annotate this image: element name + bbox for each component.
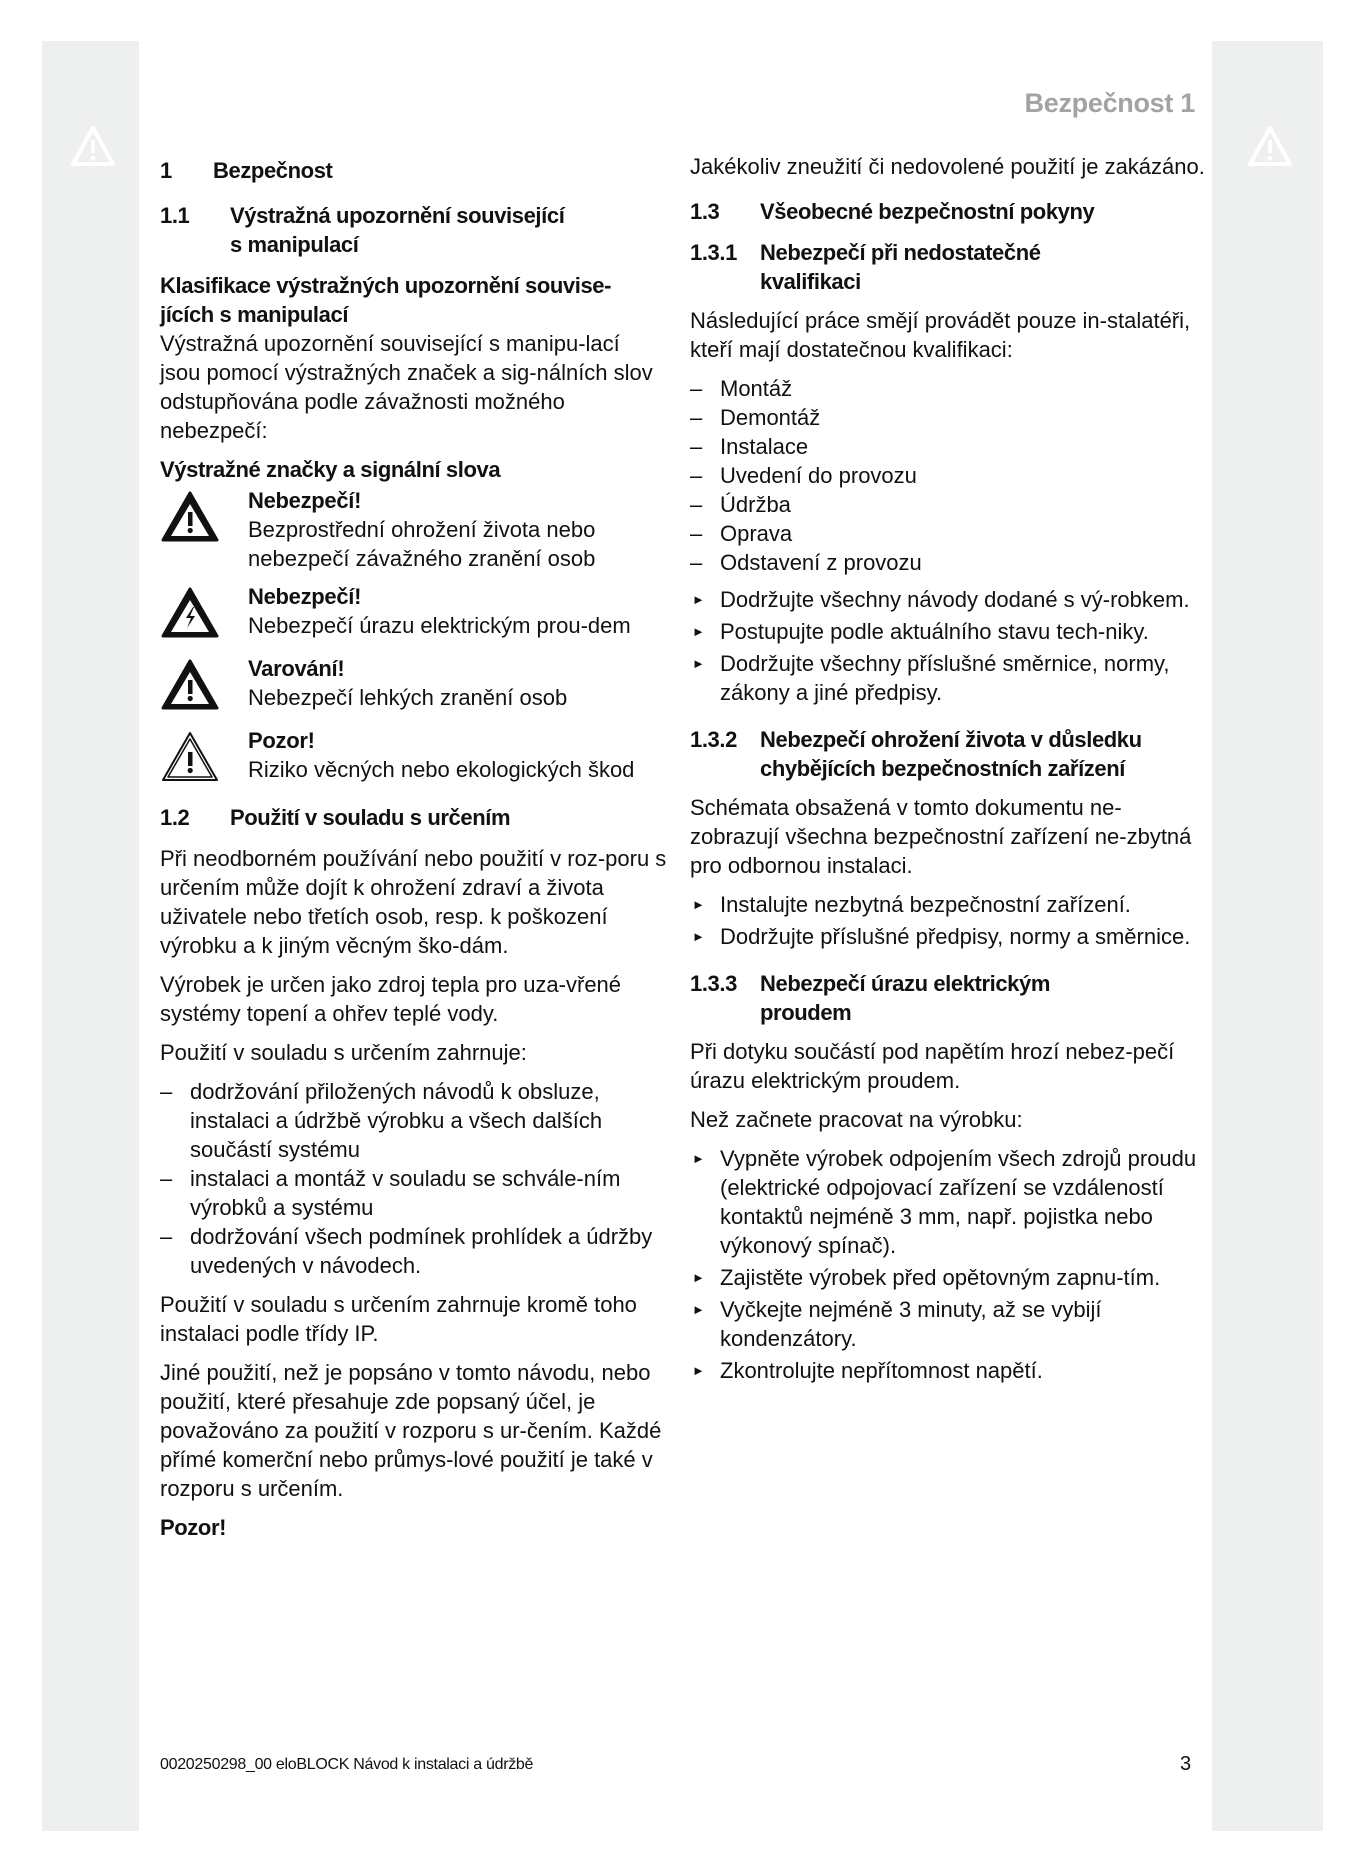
paragraph: Jiné použití, než je popsáno v tomto návodu, nebo použití, které přesahuje zde popsaný účel, je považováno za použití v rozporu s ur-čením. Každé přímé komerční nebo průmys-lové použití je také v rozporu s určením.	[160, 1360, 662, 1501]
classification-heading: Klasifikace výstražných upozornění souvise-jících s manipulací	[160, 273, 612, 327]
list-item-text: dodržování všech podmínek prohlídek a údržby uvedených v návodech.	[190, 1224, 653, 1278]
section-1-3-1-heading	[690, 238, 1205, 296]
list-item-text: Odstavení z provozu	[720, 550, 922, 575]
dash-bullet: –	[160, 1166, 173, 1191]
paragraph: Použití v souladu s určením zahrnuje:	[160, 1040, 527, 1065]
action-text: Dodržujte všechny návody dodané s vý-robkem.	[720, 587, 1190, 612]
warning-triangle-icon	[1247, 125, 1293, 167]
paragraph: Použití v souladu s určením zahrnuje kromě toho instalaci podle třídy IP.	[160, 1292, 637, 1346]
section-1-3-2-heading	[690, 725, 1205, 783]
list-item-text: Instalace	[720, 434, 809, 459]
title-line: Nebezpečí úrazu elektrickým	[760, 971, 1051, 996]
section-title: Použití v souladu s určením	[230, 805, 511, 830]
paragraph: Jakékoliv zneužití či nedovolené použití je zakázáno.	[690, 154, 1205, 179]
section-number: 1.2	[160, 805, 190, 830]
dash-bullet: –	[690, 405, 703, 430]
section-title	[760, 238, 1041, 296]
right-margin-strip	[1212, 41, 1323, 1831]
paragraph: Při dotyku součástí pod napětím hrozí nebez-pečí úrazu elektrickým proudem.	[690, 1039, 1175, 1093]
right-column	[690, 152, 1205, 1395]
list-item-text: dodržování přiložených návodů k obsluze, instalaci a údržbě výrobku a všech dalších součástí systému	[190, 1079, 603, 1162]
left-margin-strip	[42, 41, 139, 1831]
section-number: 1.1	[160, 203, 190, 228]
action-item	[690, 1295, 1205, 1353]
signal-word: Nebezpečí!	[248, 584, 362, 609]
usage-list	[160, 1077, 670, 1280]
section-title	[760, 725, 1142, 783]
warning-item	[160, 486, 670, 573]
action-text: Dodržujte příslušné předpisy, normy a směrnice.	[720, 924, 1191, 949]
title-line: Výstražná upozornění související	[230, 203, 565, 228]
dash-bullet: –	[690, 550, 703, 575]
signal-word: Nebezpečí!	[248, 488, 362, 513]
triangle-bullet-icon: ►	[692, 1363, 705, 1378]
left-column	[160, 152, 670, 1542]
section-number: 1.3.1	[690, 240, 737, 265]
footer-document-title: 0020250298_00 eloBLOCK Návod k instalaci a údržbě	[160, 1756, 534, 1773]
list-item	[690, 490, 1205, 519]
list-item-text: Montáž	[720, 376, 793, 401]
list-item	[160, 1222, 670, 1280]
action-item	[690, 922, 1205, 951]
list-item	[690, 374, 1205, 403]
list-item	[690, 403, 1205, 432]
action-list	[690, 585, 1205, 707]
signal-word: Varování!	[248, 656, 345, 681]
warning-triangle-icon	[70, 125, 116, 167]
paragraph: Následující práce smějí provádět pouze in-stalatéři, kteří mají dostatečnou kvalifikaci:	[690, 308, 1191, 362]
warning-item	[160, 654, 670, 717]
triangle-bullet-icon: ►	[692, 1151, 705, 1166]
action-list	[690, 890, 1205, 951]
section-title: Všeobecné bezpečnostní pokyny	[760, 199, 1095, 224]
list-item	[160, 1077, 670, 1164]
action-item	[690, 1356, 1205, 1385]
list-item-text: Uvedení do provozu	[720, 463, 917, 488]
danger-exclamation-icon	[160, 490, 220, 544]
signs-heading: Výstražné značky a signální slova	[160, 457, 501, 482]
work-list	[690, 374, 1205, 577]
title-line: chybějících bezpečnostních zařízení	[760, 756, 1125, 781]
action-text: Postupujte podle aktuálního stavu tech-niky.	[720, 619, 1149, 644]
action-text: Vypněte výrobek odpojením všech zdrojů proudu (elektrické odpojovací zařízení se vzdáleností kontaktů nejméně 3 mm, např. pojistka nebo výkonový spínač).	[720, 1146, 1197, 1258]
dash-bullet: –	[690, 376, 703, 401]
dash-bullet: –	[690, 463, 703, 488]
triangle-bullet-icon: ►	[692, 897, 705, 912]
triangle-bullet-icon: ►	[692, 929, 705, 944]
triangle-bullet-icon: ►	[692, 592, 705, 607]
list-item	[160, 1164, 670, 1222]
section-number: 1.3.3	[690, 971, 737, 996]
section-title	[230, 201, 564, 259]
signal-description: Bezprostřední ohrožení života nebo nebezpečí závažného zranění osob	[248, 517, 596, 571]
action-item	[690, 585, 1205, 614]
section-1-heading	[160, 156, 670, 185]
paragraph: Výrobek je určen jako zdroj tepla pro uza-vřené systémy topení a ohřev teplé vody.	[160, 972, 622, 1026]
page-number: 3	[1180, 1753, 1192, 1775]
triangle-bullet-icon: ►	[692, 1302, 705, 1317]
electric-shock-icon	[160, 586, 220, 640]
section-1-3-3-heading	[690, 969, 1205, 1027]
section-number: 1.3.2	[690, 727, 737, 752]
triangle-bullet-icon: ►	[692, 656, 705, 671]
action-list	[690, 1144, 1205, 1385]
action-item	[690, 617, 1205, 646]
caution-exclamation-icon	[160, 730, 220, 784]
warning-exclamation-icon	[160, 658, 220, 712]
running-head: Bezpečnost 1	[1024, 88, 1195, 118]
action-text: Vyčkejte nejméně 3 minuty, až se vybijí kondenzátory.	[720, 1297, 1102, 1351]
dash-bullet: –	[690, 492, 703, 517]
title-line: kvalifikaci	[760, 269, 861, 294]
list-item-text: instalaci a montáž v souladu se schvále-ním výrobků a systému	[190, 1166, 621, 1220]
warning-item	[160, 582, 670, 645]
section-title: Bezpečnost	[213, 158, 333, 183]
classification-text: Výstražná upozornění související s manipu-lací jsou pomocí výstražných značek a sig-nálních slov odstupňována podle závažnosti možného nebezpečí:	[160, 331, 653, 443]
paragraph: Schémata obsažená v tomto dokumentu ne-zobrazují všechna bezpečnostní zařízení ne-zbytná pro odbornou instalaci.	[690, 795, 1192, 878]
action-item	[690, 1144, 1205, 1260]
action-item	[690, 649, 1205, 707]
list-item-text: Oprava	[720, 521, 793, 546]
title-line: proudem	[760, 1000, 852, 1025]
signal-description: Nebezpečí úrazu elektrickým prou-dem	[248, 613, 631, 638]
paragraph: Než začnete pracovat na výrobku:	[690, 1107, 1023, 1132]
section-number: 1.3	[690, 199, 720, 224]
list-item-text: Demontáž	[720, 405, 821, 430]
action-text: Instalujte nezbytná bezpečnostní zařízení.	[720, 892, 1131, 917]
list-item	[690, 461, 1205, 490]
triangle-bullet-icon: ►	[692, 1270, 705, 1285]
list-item	[690, 548, 1205, 577]
section-title	[760, 969, 1050, 1027]
action-item	[690, 890, 1205, 919]
warning-item	[160, 726, 670, 789]
action-text: Zkontrolujte nepřítomnost napětí.	[720, 1358, 1043, 1383]
signal-word: Pozor!	[248, 728, 315, 753]
action-text: Dodržujte všechny příslušné směrnice, normy, zákony a jiné předpisy.	[720, 651, 1170, 705]
title-line: Nebezpečí při nedostatečné	[760, 240, 1041, 265]
signal-description: Nebezpečí lehkých zranění osob	[248, 685, 568, 710]
dash-bullet: –	[690, 434, 703, 459]
list-item	[690, 432, 1205, 461]
section-1-3-heading	[690, 197, 1205, 226]
section-number: 1	[160, 158, 172, 183]
list-item	[690, 519, 1205, 548]
list-item-text: Údržba	[720, 492, 791, 517]
action-item	[690, 1263, 1205, 1292]
action-text: Zajistěte výrobek před opětovným zapnu-tím.	[720, 1265, 1161, 1290]
caution-label: Pozor!	[160, 1515, 227, 1540]
dash-bullet: –	[160, 1079, 173, 1104]
triangle-bullet-icon: ►	[692, 624, 705, 639]
section-1-1-heading	[160, 201, 670, 259]
dash-bullet: –	[160, 1224, 173, 1249]
dash-bullet: –	[690, 521, 703, 546]
section-1-2-heading	[160, 803, 670, 832]
title-line: s manipulací	[230, 232, 359, 257]
paragraph: Při neodborném používání nebo použití v roz-poru s určením může dojít k ohrožení zdraví a života uživatele nebo třetích osob, resp. k poškození výrobku a k jiným věcným ško-dám.	[160, 846, 667, 958]
title-line: Nebezpečí ohrožení života v důsledku	[760, 727, 1142, 752]
signal-description: Riziko věcných nebo ekologických škod	[248, 757, 635, 782]
